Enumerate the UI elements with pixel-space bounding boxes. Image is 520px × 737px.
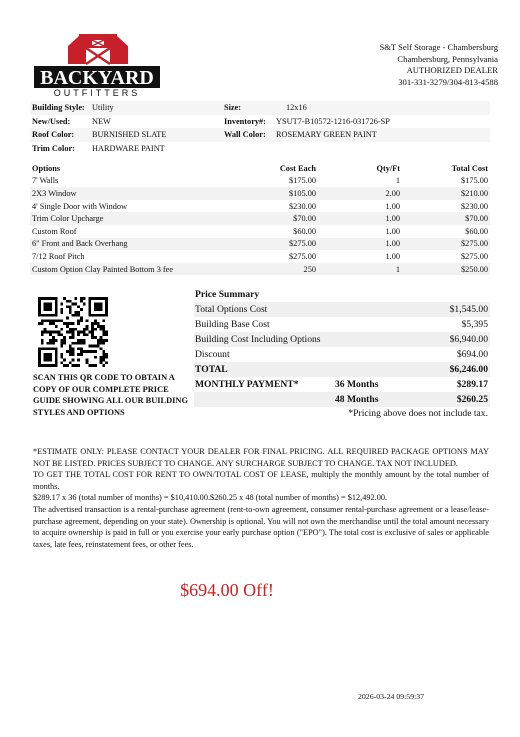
info-row [30, 142, 490, 156]
option-qty: 1.00 [385, 251, 400, 261]
dealer-info [379, 42, 498, 88]
size-label: Size: [224, 103, 242, 113]
option-cost-each: $230.00 [289, 201, 316, 211]
price-summary-title: Price Summary [195, 289, 260, 300]
disclaimer-agreement: The advertised transaction is a rental-purchase agreement (rent-to-own agreement, consumer rental-purchase agreement or a lease/lease-purchase agreement, depending on your state). Ownership is optional. You will not own the merchandise until the total amount necessary to acquire ownership is paid in full or you exercise your early purchase option ("EPO"). The total cost is exclusive of sales or applicable taxes, late fees, reinstatement fees, or other fees. [33, 504, 489, 549]
roof-color-label: Roof Color: [32, 130, 75, 140]
dealer-name: S&T Self Storage - Chambersburg [379, 42, 498, 52]
disclaimer-estimate: *ESTIMATE ONLY: PLEASE CONTACT YOUR DEALER FOR FINAL PRICING. ALL REQUIRED PACKAGE OPTIONS MAY NOT BE LISTED. PRICES SUBJECT TO CHANGE. ANY SURCHARGE SUBJECT TO CHANGE. TAX NOT INCLUDED. [33, 447, 489, 468]
building-style-label: Building Style: [32, 103, 85, 113]
option-total: $275.00 [461, 251, 488, 261]
roof-color-value: BURNISHED SLATE [92, 130, 167, 140]
total-options-value: $1,545.00 [449, 304, 488, 315]
dealer-city: Chambersburg, Pennsylvania [397, 53, 498, 64]
option-total: $275.00 [461, 239, 488, 249]
incl-cost-value: $6,940.00 [449, 334, 488, 345]
incl-cost-label: Building Cost Including Options [195, 334, 321, 345]
price-row [194, 377, 490, 392]
wall-color-label: Wall Color: [224, 130, 266, 140]
info-row [30, 115, 490, 129]
dealer-phone: 301-331-3279/304-813-4588 [398, 76, 498, 87]
info-row [30, 128, 490, 142]
option-qty: 1 [395, 264, 400, 274]
option-name: Trim Color Upcharge [32, 214, 104, 224]
inventory-value: YSUT7-B10572-1216-031726-SP [276, 116, 390, 126]
option-row [30, 175, 490, 188]
option-name: 7' Walls [32, 176, 59, 186]
option-row [30, 263, 490, 276]
discount-label: Discount [195, 349, 230, 360]
option-qty: 1.00 [385, 239, 400, 249]
option-row [30, 225, 490, 238]
col-options: Options [32, 163, 61, 173]
price-row [194, 347, 490, 362]
months-36-value: $289.17 [456, 379, 488, 390]
option-qty: 1 [395, 176, 400, 186]
tax-note: *Pricing above does not include tax. [348, 408, 488, 419]
option-cost-each: $105.00 [289, 188, 316, 198]
backyard-outfitters-logo [34, 34, 160, 98]
option-total: $175.00 [461, 176, 488, 186]
wall-color-value: ROSEMARY GREEN PAINT [276, 130, 377, 140]
months-48-label: 48 Months [335, 394, 379, 405]
info-row [30, 101, 490, 115]
logo-brand-text: BACKYARD [40, 67, 154, 89]
building-style-value: Utility [92, 103, 114, 113]
option-total: $210.00 [461, 188, 488, 198]
months-48-value: $260.25 [456, 394, 488, 405]
total-options-label: Total Options Cost [195, 304, 268, 315]
option-name: 2X3 Window [32, 188, 77, 198]
option-row [30, 200, 490, 213]
option-row [30, 250, 490, 263]
price-row [194, 362, 490, 377]
disclaimer-calc: $289.17 x 36 (total number of months) = $10,410.00.$260.25 x 48 (total number of months) = $12,492.00. [33, 493, 388, 503]
option-row [30, 238, 490, 251]
logo-sub-text: OUTFITTERS [53, 88, 141, 98]
total-value: $6,246.00 [449, 364, 488, 375]
new-used-value: NEW [92, 116, 111, 126]
option-name: 6" Front and Back Overhang [32, 239, 128, 249]
base-cost-value: $5,395 [461, 319, 488, 330]
discount-banner: $694.00 Off! [180, 580, 274, 600]
option-qty: 2.00 [385, 188, 400, 198]
options-table [30, 162, 490, 275]
price-row [194, 332, 490, 347]
base-cost-label: Building Base Cost [195, 319, 270, 330]
option-qty: 1.00 [385, 214, 400, 224]
options-header [30, 162, 490, 175]
col-cost-each: Cost Each [279, 163, 316, 173]
option-cost-each: $60.00 [293, 226, 316, 236]
price-summary [194, 287, 490, 421]
monthly-payment-label: MONTHLY PAYMENT* [195, 379, 299, 390]
option-total: $60.00 [465, 226, 488, 236]
months-36-label: 36 Months [335, 379, 379, 390]
option-row [30, 187, 490, 200]
option-name: 4' Single Door with Window [32, 201, 128, 211]
size-value: 12x16 [286, 103, 307, 113]
option-name: Custom Roof [32, 226, 77, 236]
price-row [194, 302, 490, 317]
price-row [194, 317, 490, 332]
option-cost-each: $275.00 [289, 239, 316, 249]
new-used-label: New/Used: [32, 116, 71, 126]
trim-color-label: Trim Color: [32, 143, 75, 153]
option-cost-each: $70.00 [293, 214, 316, 224]
option-total: $250.00 [461, 264, 488, 274]
option-cost-each: $275.00 [289, 251, 316, 261]
option-name: Custom Option Clay Painted Bottom 3 fee [32, 264, 174, 274]
option-name: 7/12 Roof Pitch [32, 251, 85, 261]
col-total-cost: Total Cost [451, 163, 488, 173]
disclaimer-rto: TO GET THE TOTAL COST FOR RENT TO OWN/TOTAL COST OF LEASE, multiply the monthly amount by the total number of months. [33, 470, 489, 491]
trim-color-value: HARDWARE PAINT [92, 143, 165, 153]
option-qty: 1.00 [385, 201, 400, 211]
inventory-label: Inventory#: [224, 116, 266, 126]
disclaimer [33, 446, 489, 550]
dealer-title: AUTHORIZED DEALER [406, 65, 498, 75]
building-info [30, 101, 490, 155]
price-row [194, 392, 490, 407]
option-total: $70.00 [465, 214, 488, 224]
option-cost-each: 250 [303, 264, 316, 274]
qr-instructions: SCAN THIS QR CODE TO OBTAIN A COPY OF OUR COMPLETE PRICE GUIDE SHOWING ALL OUR BUILDING STYLES AND OPTIONS [33, 373, 188, 417]
option-total: $230.00 [461, 201, 488, 211]
option-qty: 1.00 [385, 226, 400, 236]
total-label: TOTAL [195, 364, 228, 375]
timestamp: 2026-03-24 09:59:37 [358, 692, 425, 701]
qr-code[interactable] [38, 297, 108, 367]
col-qty: Qty/Ft [376, 163, 400, 173]
discount-value: $694.00 [456, 349, 488, 360]
option-row [30, 212, 490, 225]
option-cost-each: $175.00 [289, 176, 316, 186]
